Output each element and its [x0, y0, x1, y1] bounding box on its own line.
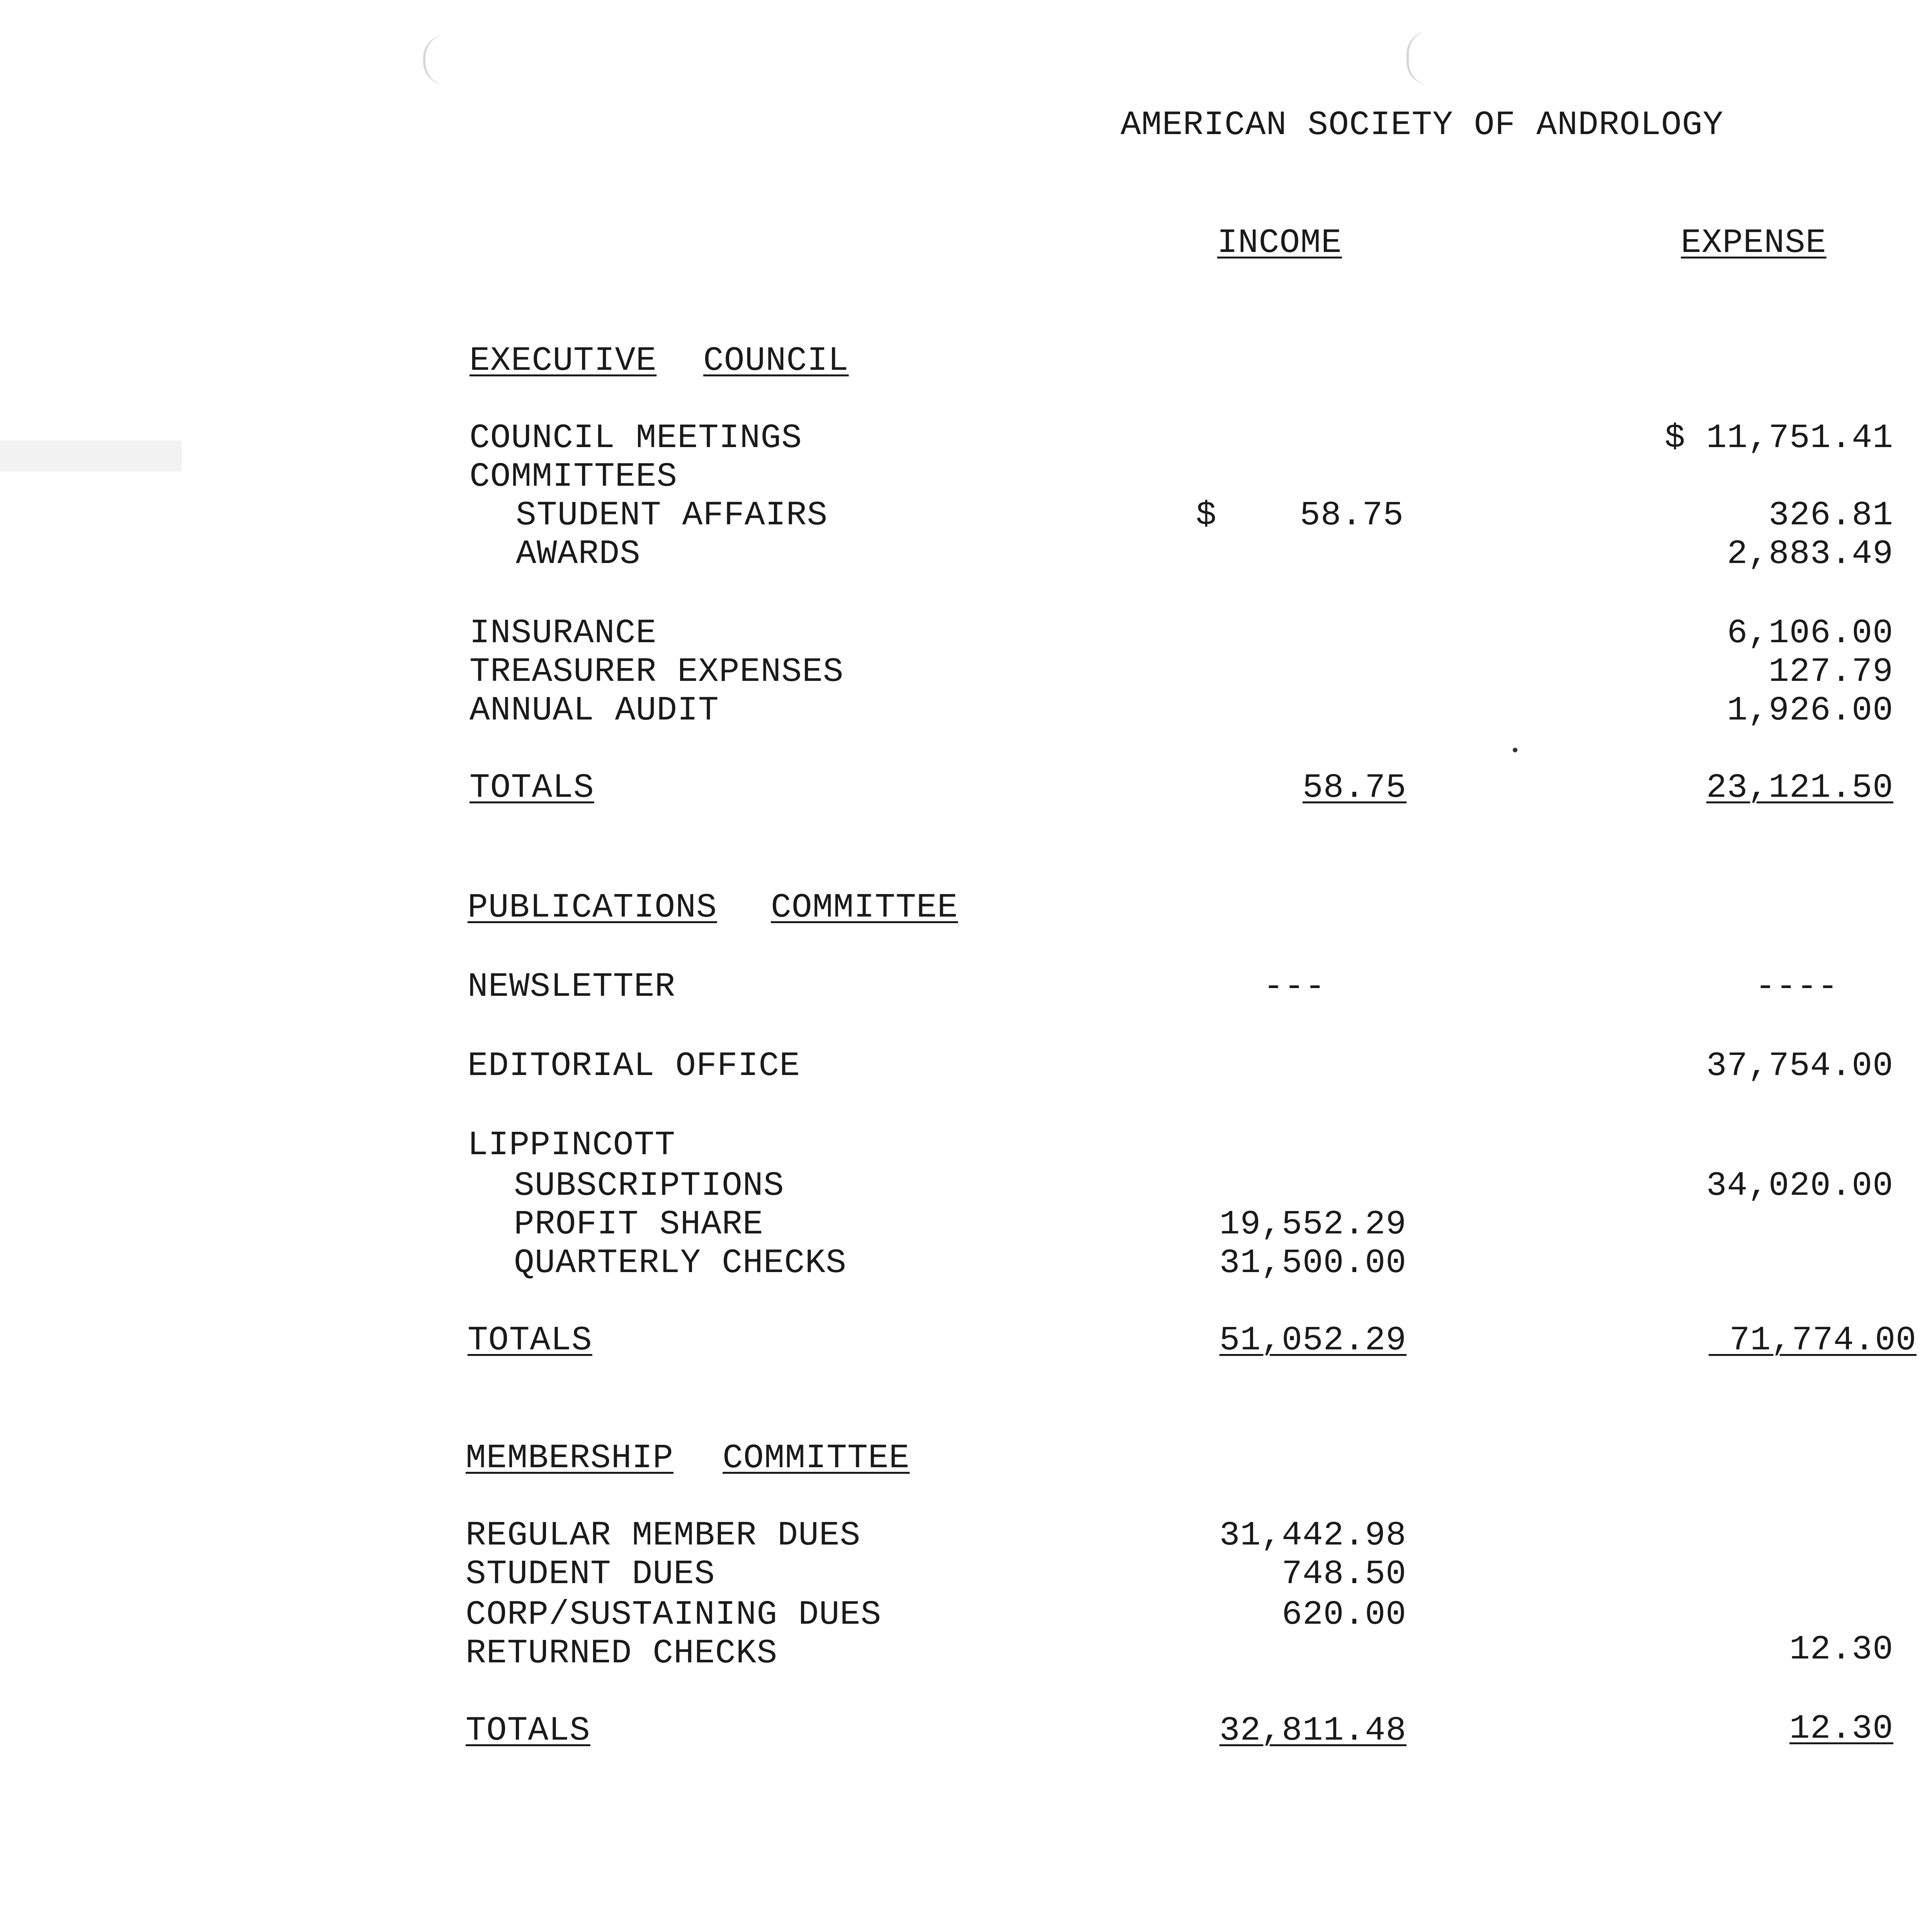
expense-value: ----	[1755, 968, 1838, 1006]
section-heading-membership: MEMBERSHIP	[466, 1439, 674, 1478]
income-total: 51,052.29	[1219, 1322, 1406, 1360]
expense-value: 127.79	[1769, 653, 1893, 691]
row-label: REGULAR MEMBER DUES	[466, 1517, 861, 1555]
row-label: CORP/SUSTAINING DUES	[466, 1596, 882, 1634]
expense-value: 34,020.00	[1706, 1167, 1893, 1205]
row-label: COUNCIL MEETINGS	[469, 419, 802, 458]
row-label: SUBSCRIPTIONS	[514, 1167, 784, 1205]
scan-smudge	[0, 441, 182, 471]
document-title: AMERICAN SOCIETY OF ANDROLOGY	[1121, 106, 1724, 145]
section-heading-executive: EXECUTIVE	[469, 342, 657, 380]
income-total: 32,811.48	[1219, 1712, 1406, 1750]
income-value: 620.00	[1282, 1596, 1406, 1634]
row-label: RETURNED CHECKS	[466, 1635, 778, 1673]
row-label: STUDENT DUES	[466, 1555, 715, 1594]
income-value: 31,442.98	[1219, 1517, 1406, 1555]
totals-label: TOTALS	[468, 1322, 592, 1360]
expense-total: 12.30	[1789, 1710, 1893, 1748]
expense-total: 71,774.00	[1708, 1322, 1917, 1360]
scan-mark-center	[1406, 31, 1432, 85]
row-label: ANNUAL AUDIT	[469, 692, 719, 730]
income-value: 31,500.00	[1219, 1244, 1406, 1283]
expense-column-header: EXPENSE	[1681, 224, 1827, 262]
row-label: COMMITTEES	[469, 458, 678, 496]
row-label: EDITORIAL OFFICE	[468, 1047, 800, 1085]
expense-value: 326.81	[1769, 497, 1893, 535]
income-value: 19,552.29	[1219, 1206, 1406, 1244]
expense-value: 2,883.49	[1727, 535, 1893, 573]
expense-value: 37,754.00	[1706, 1047, 1893, 1085]
row-label: PROFIT SHARE	[514, 1206, 764, 1244]
scan-speck	[1513, 748, 1517, 752]
row-label: LIPPINCOTT	[468, 1126, 676, 1165]
row-label: NEWSLETTER	[468, 968, 676, 1006]
section-heading-committee: COMMITTEE	[723, 1439, 910, 1478]
scan-mark-left	[423, 35, 449, 85]
income-column-header: INCOME	[1217, 224, 1342, 262]
totals-label: TOTALS	[469, 769, 594, 807]
totals-label: TOTALS	[466, 1712, 590, 1750]
income-value: 748.50	[1282, 1555, 1406, 1594]
expense-total: 23,121.50	[1706, 769, 1893, 807]
row-label: INSURANCE	[469, 614, 657, 653]
expense-value: 12.30	[1789, 1631, 1893, 1669]
row-label: TREASURER EXPENSES	[469, 653, 844, 691]
section-heading-council: COUNCIL	[703, 342, 849, 380]
section-heading-committee: COMMITTEE	[771, 889, 958, 927]
income-value: $ 58.75	[1196, 497, 1404, 535]
expense-value: 1,926.00	[1727, 692, 1893, 730]
row-label: QUARTERLY CHECKS	[514, 1244, 847, 1283]
expense-value: 6,106.00	[1727, 614, 1893, 653]
income-value: ---	[1263, 968, 1326, 1006]
row-label: AWARDS	[516, 535, 641, 573]
section-heading-publications: PUBLICATIONS	[468, 889, 717, 927]
expense-value: $ 11,751.41	[1665, 419, 1893, 458]
income-total: 58.75	[1302, 769, 1406, 807]
row-label: STUDENT AFFAIRS	[516, 497, 828, 535]
